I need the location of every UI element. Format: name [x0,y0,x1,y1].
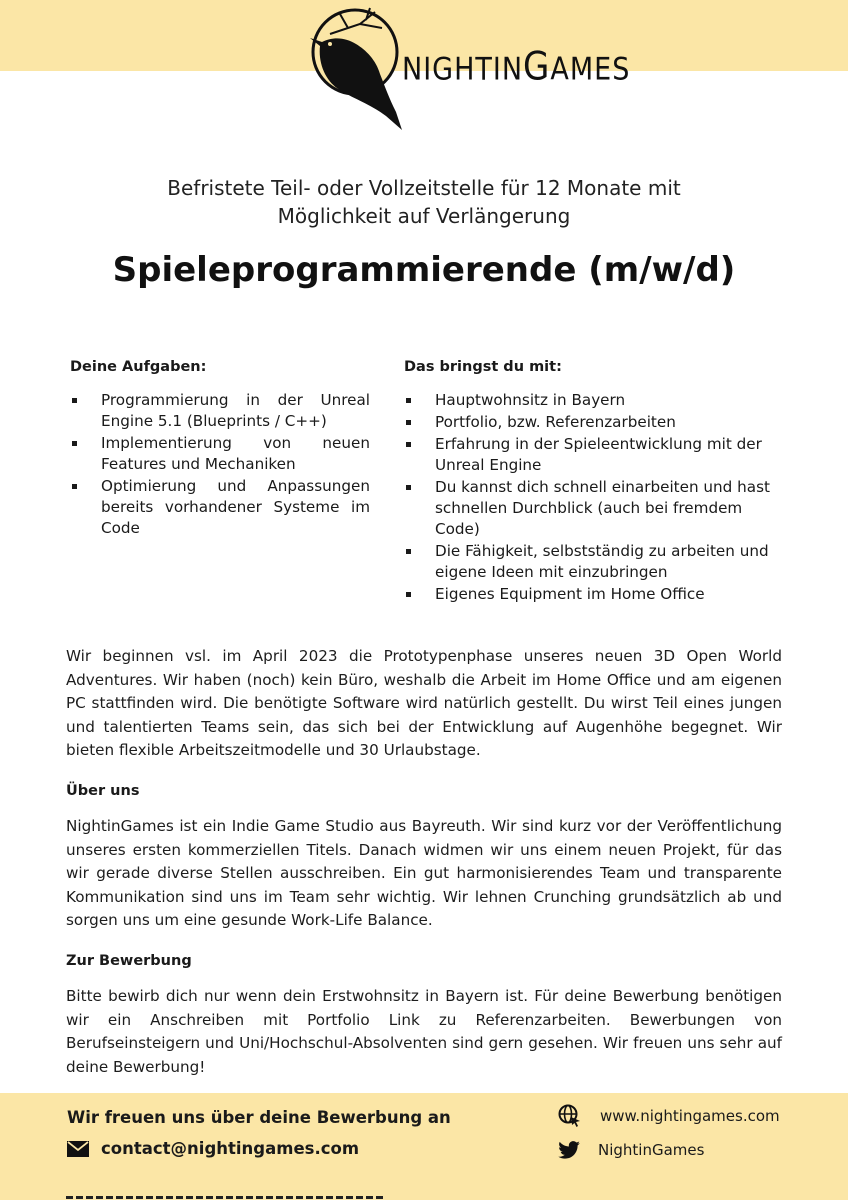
footer-email[interactable] [67,1139,359,1158]
list-item: Programmierung in der Unreal Engine 5.1 (Blueprints / C++) [70,390,370,432]
apply-paragraph: Bitte bewirb dich nur wenn dein Erstwohnsitz in Bayern ist. Für deine Bewerbung benötigen wir ein Anschreiben mit Portfolio Link zu Referenzarbeiten. Bewerbungen von Berufseinsteigern und Uni/Hochschul-Absolventen sind gern gesehen. Wir freuen uns sehr auf deine Bewerbung! [66,987,782,1076]
email-link[interactable]: contact@nightingames.com [101,1139,360,1158]
bullet-icon [72,441,77,446]
website-link[interactable]: www.nightingames.com [600,1107,780,1125]
brand-wordmark: NIGHTINGAMES [402,44,631,90]
job-title: Spieleprogrammierende (m/w/d) [112,250,736,290]
list-item: Implementierung von neuen Features und Mechaniken [70,433,370,475]
list-item: Optimierung und Anpassungen bereits vorhandener Systeme im Code [70,476,370,539]
list-item: Du kannst dich schnell einarbeiten und hast schnellen Durchblick (auch bei fremdem Code) [404,477,774,540]
tasks-list [70,390,370,539]
bullet-icon [406,592,411,597]
list-item: Hauptwohnsitz in Bayern [404,390,774,411]
bullet-icon [406,485,411,490]
list-item: Portfolio, bzw. Referenzarbeiten [404,412,774,433]
apply-heading: Zur Bewerbung [66,953,192,969]
bullet-icon [406,420,411,425]
bullet-icon [406,549,411,554]
footer-invite: Wir freuen uns über deine Bewerbung an [67,1108,451,1127]
about-paragraph: NightinGames ist ein Indie Game Studio aus Bayreuth. Wir sind kurz vor der Veröffentlichung unseres ersten kommerziellen Titels. Danach widmen wir uns einem neuen Projekt, für das wir gerade diverse Stellen ausschreiben. Ein gut harmonisierendes Team und transparente Kommunikation sind uns im Team sehr wichtig. Wir lehnen Crunching grundsätzlich ab und sorgen uns um eine gesunde Work-Life Balance. [66,817,782,929]
requirements-section [404,357,774,606]
list-item: Die Fähigkeit, selbstständig zu arbeiten und eigene Ideen mit einzubringen [404,541,774,583]
footer-website[interactable] [558,1104,780,1128]
requirements-list [404,390,774,605]
bullet-icon [72,484,77,489]
tasks-section [70,357,370,540]
mail-icon [67,1141,89,1157]
twitter-icon [558,1141,580,1159]
bullet-icon [406,442,411,447]
requirements-heading: Das bringst du mit: [404,359,562,375]
globe-cursor-icon [558,1104,582,1128]
list-item: Erfahrung in der Spieleentwicklung mit der Unreal Engine [404,434,774,476]
about-heading: Über uns [66,783,140,799]
bullet-icon [406,398,411,403]
cropped-footer-line [66,1190,406,1200]
list-item: Eigenes Equipment im Home Office [404,584,774,605]
twitter-handle[interactable]: NightinGames [598,1141,705,1159]
bullet-icon [72,398,77,403]
tasks-heading: Deine Aufgaben: [70,359,207,375]
job-subtitle: Befristete Teil- oder Vollzeitstelle für 12 Monate mit Möglichkeit auf Verlängerung [167,176,681,228]
footer-twitter[interactable] [558,1141,704,1159]
intro-paragraph: Wir beginnen vsl. im April 2023 die Prototypenphase unseres neuen 3D Open World Adventures. Wir haben (noch) kein Büro, weshalb die Arbeit im Home Office und am eigenen PC stattfinden wird. Die benötigte Software wird natürlich gestellt. Du wirst Teil eines jungen und talentierten Teams sein, das sich bei der Entwicklung auf Augenhöhe begegnet. Wir bieten flexible Arbeitszeitmodelle und 30 Urlaubstage. [66,647,782,759]
